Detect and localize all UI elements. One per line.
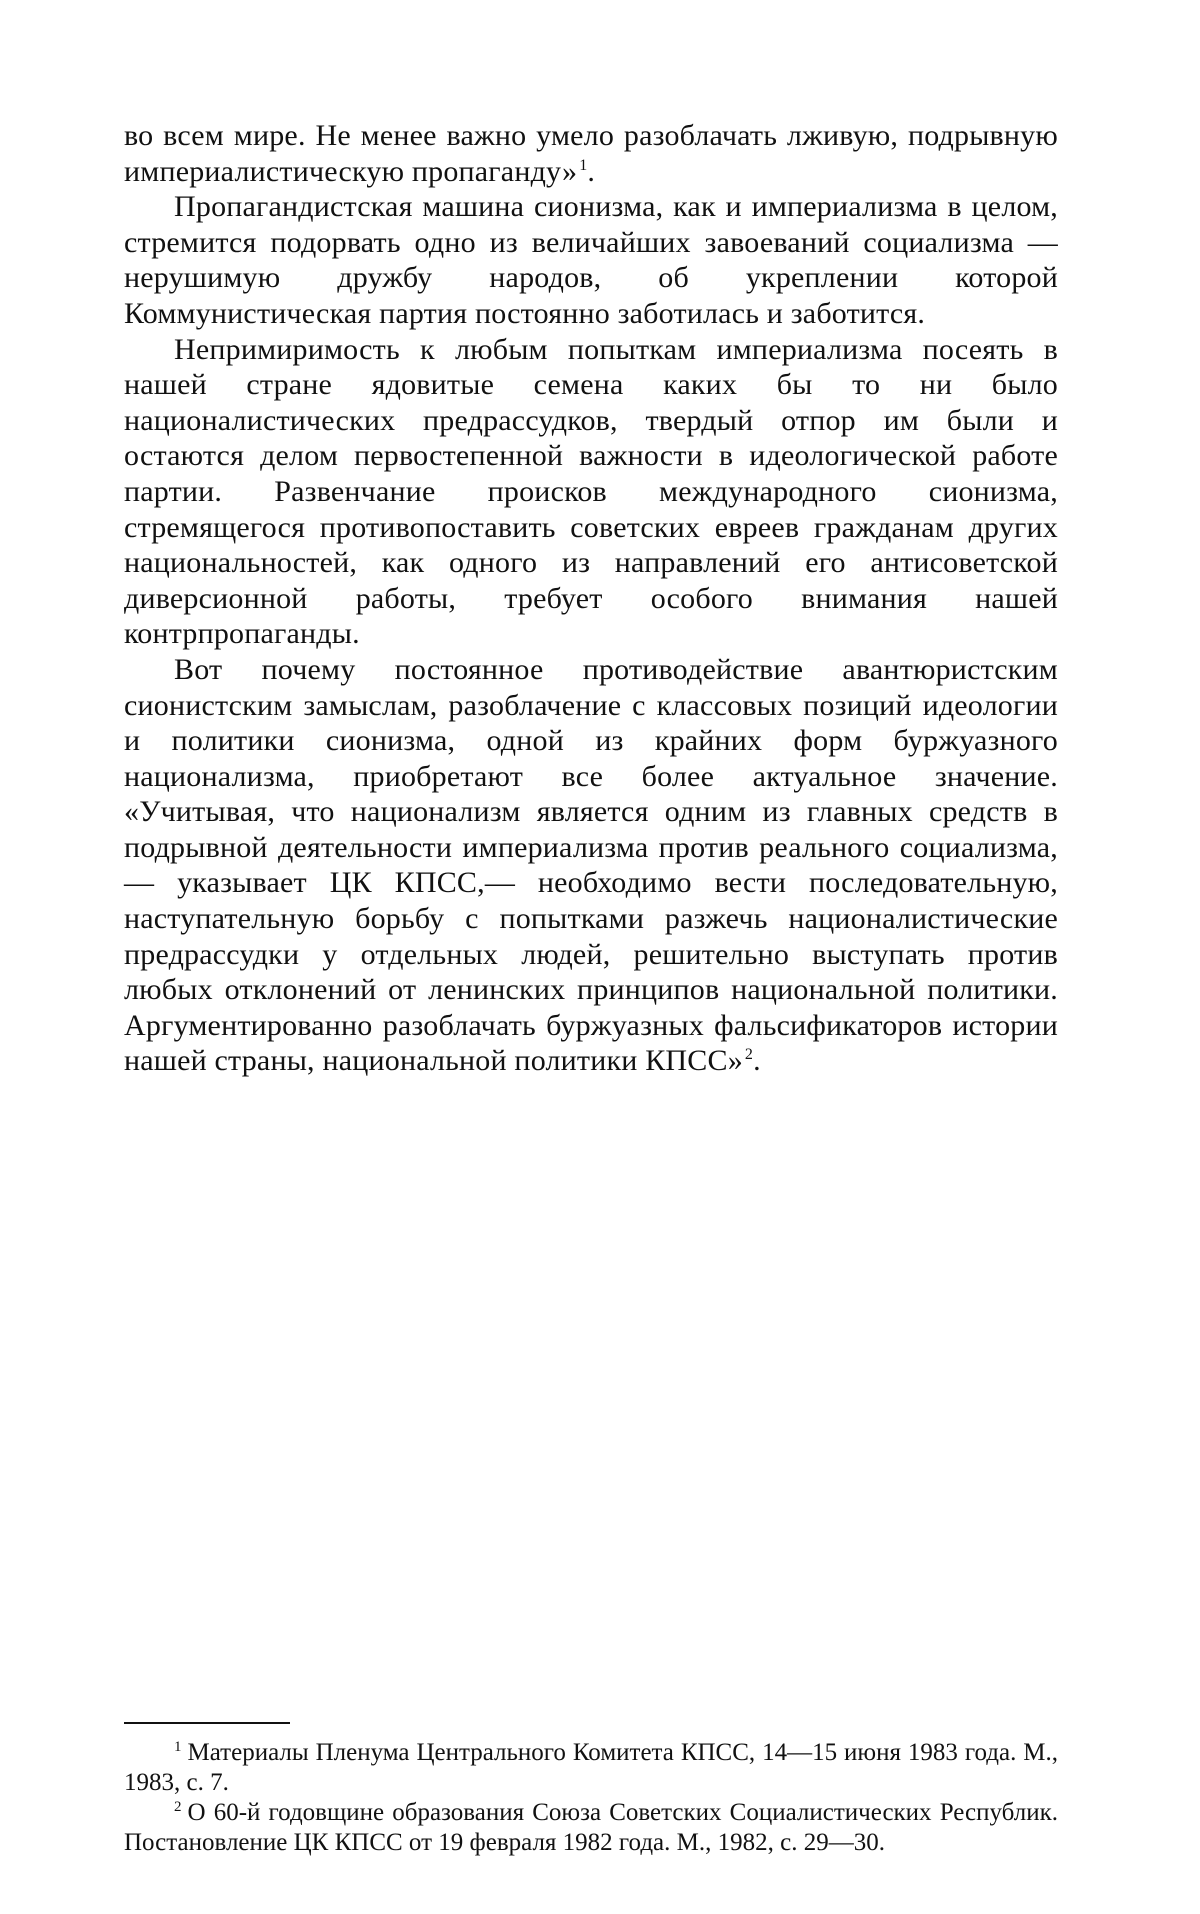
footnote-1 — [124, 1738, 1058, 1798]
paragraph-2 — [124, 189, 1058, 331]
paragraph-text: Пропагандистская машина сионизма, как и империализма в целом, стремится подорвать одно из величайших завоеваний социализма — нерушимую дружбу народов, об укреплении которой Коммунистическая партия постоянно заботилась и заботится. — [124, 190, 1058, 330]
page-body — [124, 118, 1058, 1079]
footnote-text: Материалы Пленума Центрального Комитета КПСС, 14—15 июня 1983 года. М., 1983, с. 7. — [124, 1739, 1058, 1796]
paragraph-text: Непримиримость к любым попыткам империализма посеять в нашей стране ядовитые семена каких бы то ни было националистических предрассудков, твердый отпор им были и остаются делом первостепенной важности в идеологической работе партии. Развенчание происков международного сионизма, стремящегося противопоставить советских евреев гражданам других национальностей, как одного из направлений его антисоветской диверсионной работы, требует особого внимания нашей контрпропаганды. — [124, 332, 1058, 651]
footnote-divider — [124, 1722, 290, 1724]
footnotes-section — [124, 1722, 1058, 1858]
footnote-number: 2 — [174, 1798, 182, 1815]
paragraph-text: во всем мире. Не менее важно умело разоблачать лживую, подрывную империалистическую пропаганду» — [124, 119, 1058, 188]
paragraph-1 — [124, 118, 1058, 189]
paragraph-4 — [124, 652, 1058, 1079]
paragraph-tail: . — [587, 154, 596, 188]
footnote-number: 1 — [174, 1738, 182, 1755]
footnote-ref-2[interactable]: 2 — [744, 1046, 754, 1064]
paragraph-3 — [124, 332, 1058, 652]
paragraph-tail: . — [753, 1044, 761, 1078]
footnote-ref-1[interactable]: 1 — [579, 156, 588, 174]
paragraph-text: Вот почему постоянное противодействие авантюристским сионистским замыслам, разоблачение с классовых позиций идеологии и политики сионизма, одной из крайних форм буржуазного национализма, приобретают все более актуальное значение. «Учитывая, что национализм является одним из главных средств в подрывной деятельности империализма против реального социализма,— указывает ЦК КПСС,— необходимо вести последовательную, наступательную борьбу с попытками разжечь националистические предрассудки у отдельных людей, решительно выступать против любых отклонений от ленинских принципов национальной политики. Аргументированно разоблачать буржуазных фальсификаторов истории нашей страны, национальной политики КПСС» — [124, 652, 1058, 1078]
footnote-2 — [124, 1798, 1058, 1858]
footnote-text: О 60-й годовщине образования Союза Советских Социалистических Республик. Постановление ЦК КПСС от 19 февраля 1982 года. М., 1982, с. 29—30. — [124, 1799, 1058, 1856]
